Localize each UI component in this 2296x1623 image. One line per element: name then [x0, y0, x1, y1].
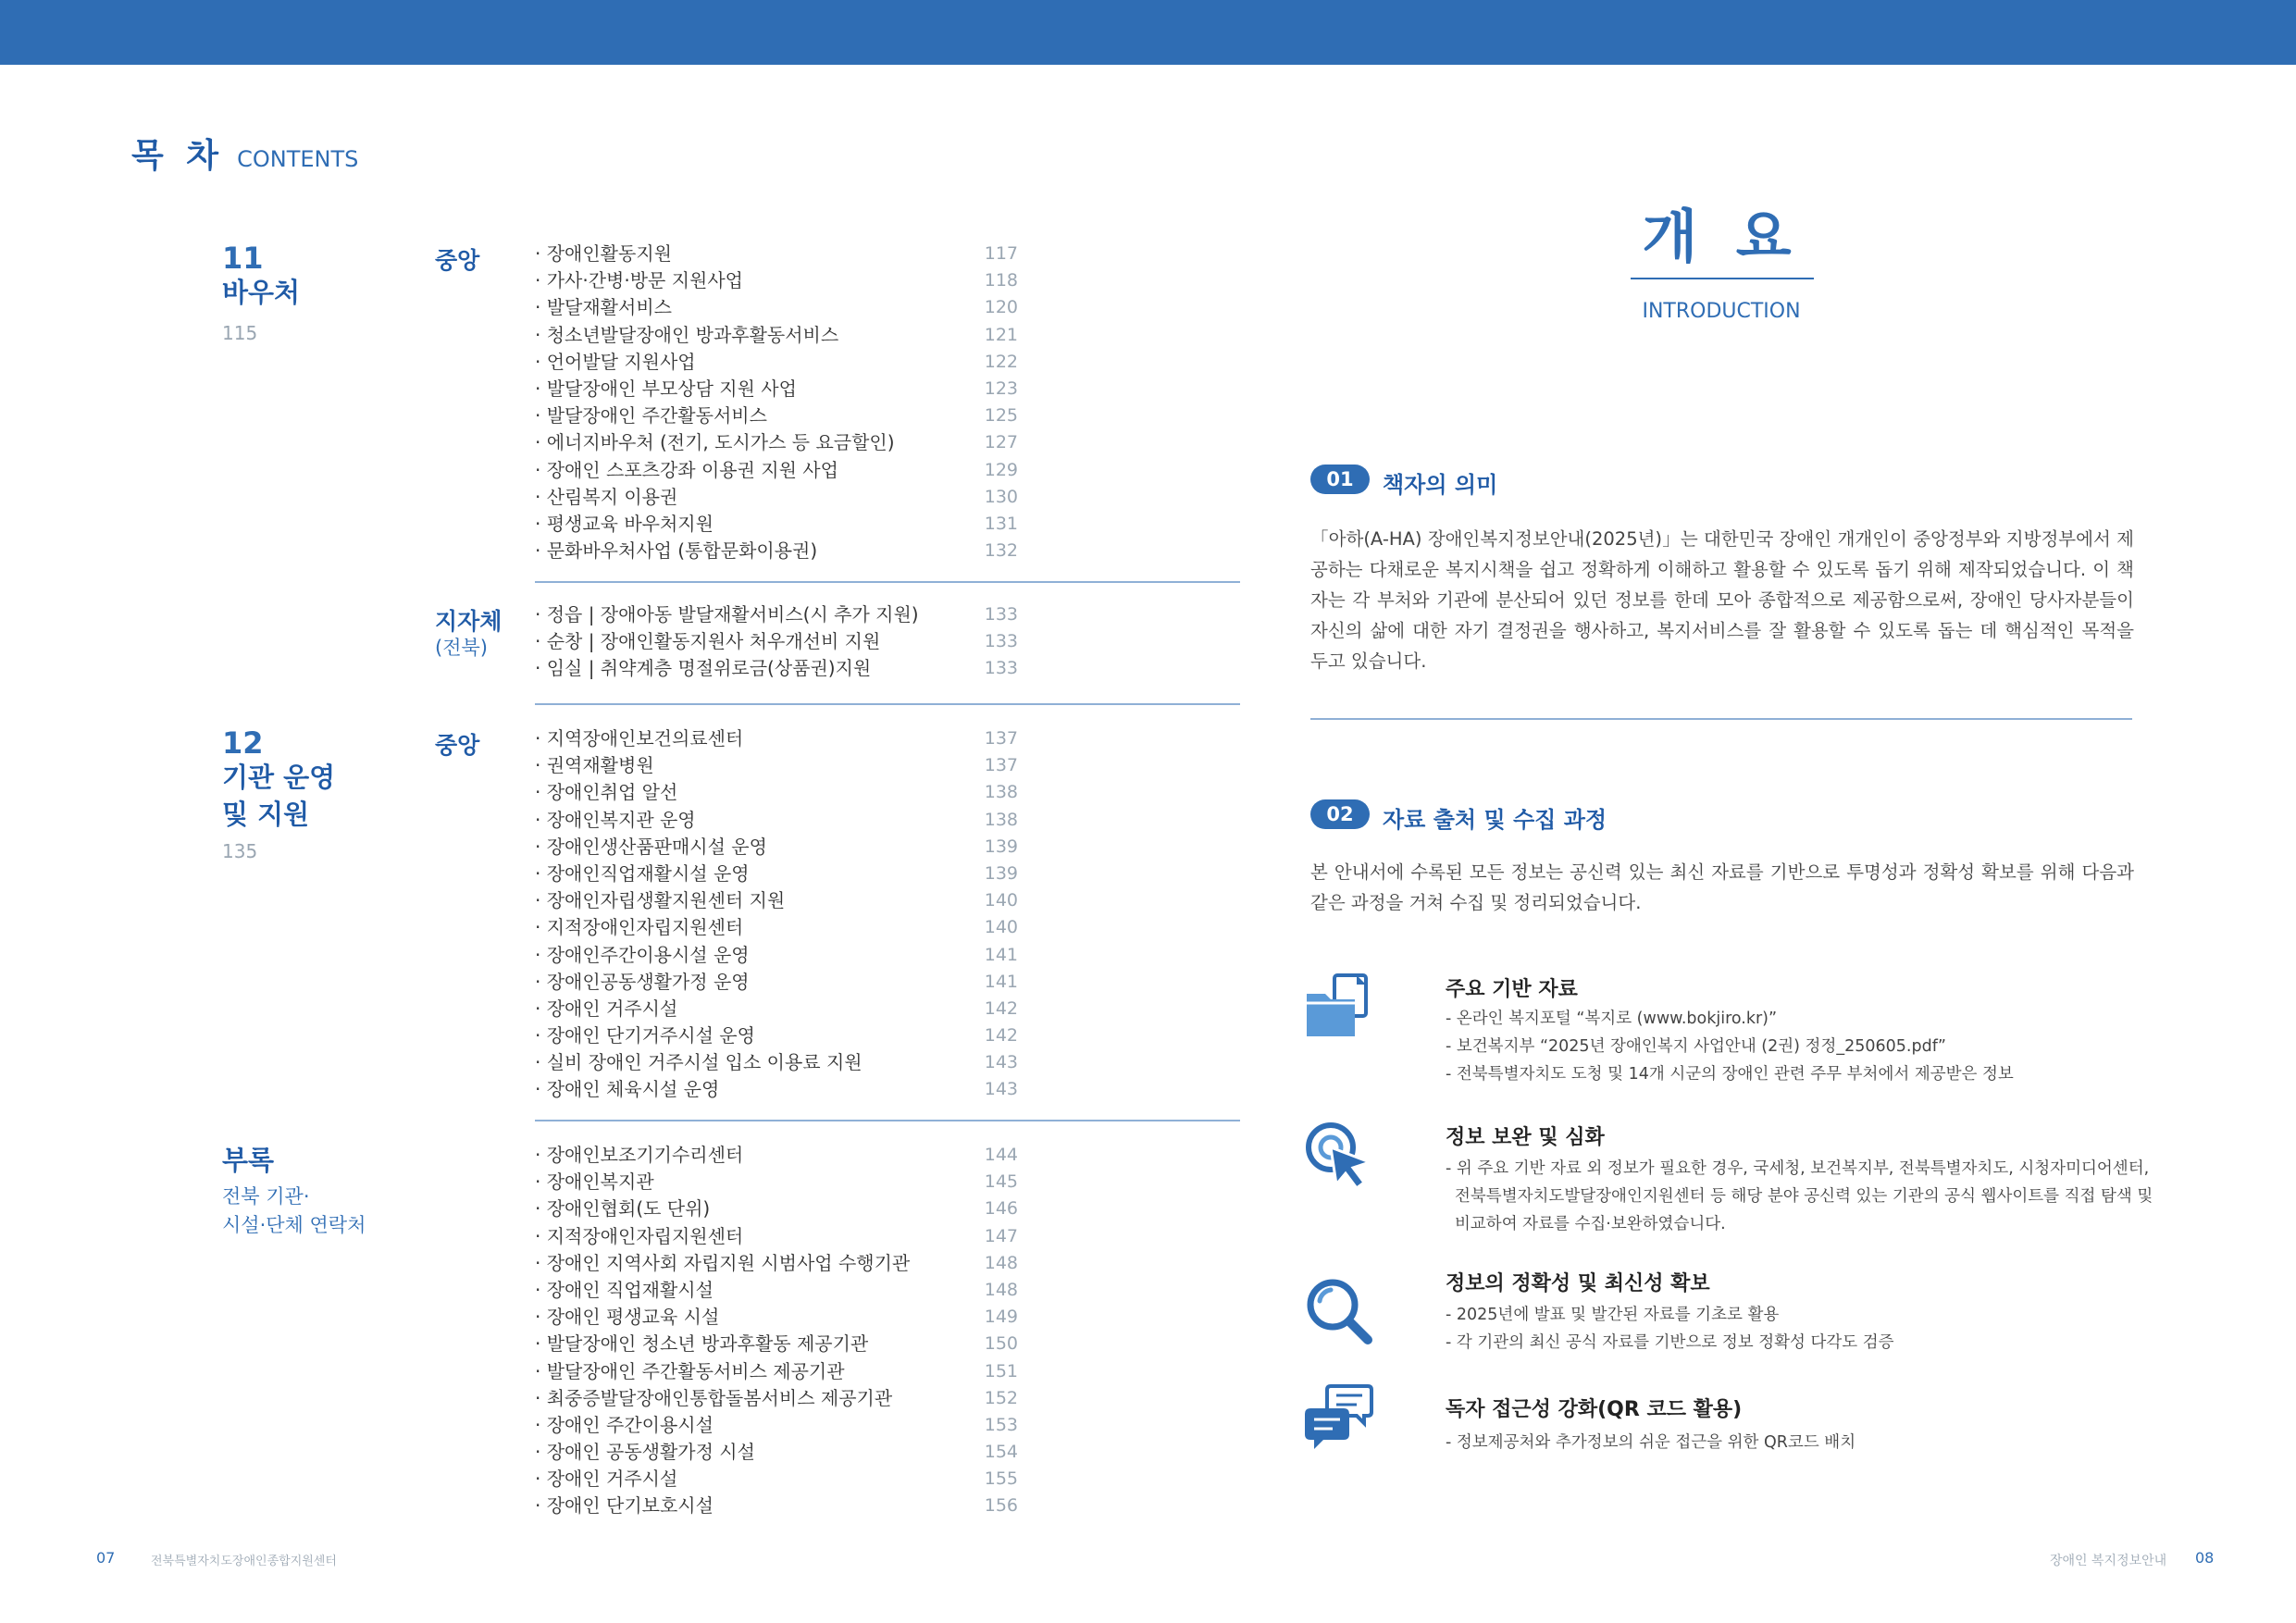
- toc-list-institutions: [535, 725, 1018, 1104]
- appendix-sub-line1: 전북 기관·: [222, 1185, 310, 1208]
- toc-item[interactable]: · 장애인취업 알선 138: [535, 781, 1018, 804]
- page-number-left: 07: [96, 1549, 116, 1567]
- toc-item[interactable]: · 언어발달 지원사업 122: [535, 350, 1018, 373]
- toc-item[interactable]: · 장애인 평생교육 시설 149: [535, 1306, 1018, 1329]
- chapter-title-line2[interactable]: 및 지원: [222, 799, 310, 830]
- page-number-right: 08: [2195, 1549, 2215, 1567]
- folder-document-icon: [1303, 972, 1373, 1042]
- section-badge-02: 02: [1310, 799, 1370, 829]
- toc-item[interactable]: · 장애인 공동생활가정 시설 154: [535, 1441, 1018, 1464]
- toc-item[interactable]: · 장애인 직업재활시설 148: [535, 1278, 1018, 1301]
- toc-heading: [131, 130, 358, 177]
- toc-item[interactable]: · 정읍 | 장애아동 발달재활서비스(시 추가 지원) 133: [535, 603, 1018, 626]
- divider: [535, 703, 1240, 705]
- toc-item[interactable]: · 장애인협회(도 단위) 146: [535, 1197, 1018, 1220]
- section-title-meaning: 책자의 의미: [1383, 472, 1498, 498]
- feature-line: 비교하여 자료를 수집·보완하였습니다.: [1455, 1215, 1726, 1233]
- toc-item[interactable]: · 장애인자립생활지원센터 지원 140: [535, 889, 1018, 912]
- toc-item[interactable]: · 장애인보조기기수리센터 144: [535, 1144, 1018, 1166]
- toc-item[interactable]: · 장애인 거주시설 142: [535, 997, 1018, 1020]
- toc-item[interactable]: · 장애인 단기보호시설 156: [535, 1494, 1018, 1518]
- feature-line: - 정보제공처와 추가정보의 쉬운 접근을 위한 QR코드 배치: [1446, 1433, 1856, 1452]
- divider: [535, 1120, 1240, 1121]
- intro-subtitle: INTRODUCTION: [1642, 300, 1801, 323]
- cursor-click-icon: [1303, 1120, 1373, 1190]
- feature-line: - 각 기관의 최신 공식 자료를 기반으로 정보 정확성 다각도 검증: [1446, 1333, 1894, 1352]
- toc-item[interactable]: · 에너지바우처 (전기, 도시가스 등 요금할인) 127: [535, 431, 1018, 454]
- feature-lines: [1446, 1005, 2140, 1088]
- toc-item[interactable]: · 장애인복지관 145: [535, 1171, 1018, 1194]
- section-badge-01: 01: [1310, 465, 1370, 494]
- feature-line: - 온라인 복지포털 “복지로 (www.bokjiro.kr)”: [1446, 1010, 1778, 1028]
- toc-item[interactable]: · 평생교육 바우처지원 131: [535, 512, 1018, 535]
- toc-item[interactable]: · 장애인직업재활시설 운영 139: [535, 861, 1018, 885]
- toc-list-appendix: [535, 1142, 1018, 1520]
- toc-item[interactable]: · 가사·간병·방문 지원사업 118: [535, 269, 1018, 292]
- toc-item[interactable]: · 발달장애인 청소년 방과후활동 제공기관 150: [535, 1332, 1018, 1356]
- footer-org-name: 전북특별자치도장애인종합지원센터: [151, 1555, 337, 1568]
- feature-lines: [1446, 1155, 2153, 1238]
- feature-title: 정보의 정확성 및 최신성 확보: [1446, 1272, 1710, 1295]
- toc-item[interactable]: · 산림복지 이용권 130: [535, 485, 1018, 508]
- chapter-12: [222, 725, 1018, 1114]
- toc-item[interactable]: · 장애인활동지원 117: [535, 242, 1018, 265]
- toc-item[interactable]: · 발달재활서비스 120: [535, 296, 1018, 319]
- section-divider: [1310, 718, 2132, 720]
- toc-list-voucher-local: [535, 601, 1018, 683]
- feature-lines: [1446, 1429, 2140, 1456]
- top-banner: [0, 0, 2296, 65]
- chapter-number[interactable]: 11: [222, 241, 264, 276]
- feature-line: 전북특별자치도발달장애인지원센터 등 해당 분야 공신력 있는 기관의 공식 웹사이트를 직접 탐색 및: [1455, 1187, 2153, 1206]
- toc-item[interactable]: · 최중증발달장애인통합돌봄서비스 제공기관 152: [535, 1386, 1018, 1409]
- feature-line: - 보건복지부 “2025년 장애인복지 사업안내 (2권) 정정_250605.pdf”: [1446, 1037, 1946, 1056]
- toc-item[interactable]: · 지적장애인자립지원센터 147: [535, 1224, 1018, 1247]
- feature-lines: [1446, 1301, 2140, 1357]
- feature-line: - 2025년에 발표 및 발간된 자료를 기초로 활용: [1446, 1306, 1780, 1324]
- toc-item[interactable]: · 임실 | 취약계층 명절위로금(상품권)지원 133: [535, 657, 1018, 680]
- toc-item[interactable]: · 발달장애인 부모상담 지원 사업 123: [535, 377, 1018, 400]
- toc-item[interactable]: · 문화바우처사업 (통합문화이용권) 132: [535, 539, 1018, 563]
- chapter-title-line1[interactable]: 기관 운영: [222, 762, 336, 793]
- intro-title: 개 요: [1642, 203, 1801, 270]
- chapter-title[interactable]: 바우처: [222, 277, 301, 308]
- appendix-title[interactable]: 부록: [222, 1145, 275, 1176]
- chapter-11: [222, 241, 1018, 680]
- toc-item[interactable]: · 장애인 스포츠강좌 이용권 지원 사업 129: [535, 458, 1018, 481]
- toc-item[interactable]: · 지역장애인보건의료센터 137: [535, 727, 1018, 750]
- appendix-sub-line2: 시설·단체 연락처: [222, 1214, 366, 1236]
- group-label-central: 중앙: [435, 732, 480, 759]
- toc-item[interactable]: · 장애인 체육시설 운영 143: [535, 1078, 1018, 1101]
- toc-title-ko: 목 차: [131, 137, 225, 175]
- toc-item[interactable]: · 장애인공동생활가정 운영 141: [535, 970, 1018, 993]
- toc-item[interactable]: · 장애인복지관 운영 138: [535, 808, 1018, 831]
- divider: [535, 581, 1240, 583]
- section-body-meaning: 「아하(A-HA) 장애인복지정보안내(2025년)」는 대한민국 장애인 개개인이 중앙정부와 지방정부에서 제공하는 다채로운 복지시책을 쉽고 정확하게 이해하고 활용할 수 있도록 돕기 위해 제작되었습니다. 이 책자는 각 부처와 기관에 분산되어 있던 정보를 한데 모아 종합적으로 제공함으로써, 장애인 당사자분들이 자신의 삶에 대한 자기 결정권을 행사하고, 복지서비스를 잘 활용할 수 있도록 돕는 데 핵심적인 목적을 두고 있습니다.: [1310, 528, 2134, 672]
- feature-title: 독자 접근성 강화(QR 코드 활용): [1446, 1398, 1743, 1421]
- toc-item[interactable]: · 장애인주간이용시설 운영 141: [535, 943, 1018, 966]
- toc-item[interactable]: · 발달장애인 주간활동서비스 제공기관 151: [535, 1359, 1018, 1382]
- toc-item[interactable]: · 발달장애인 주간활동서비스 125: [535, 404, 1018, 427]
- toc-item[interactable]: · 순창 | 장애인활동지원사 처우개선비 지원 133: [535, 630, 1018, 653]
- feature-title: 정보 보완 및 심화: [1446, 1126, 1605, 1149]
- chapter-page: 135: [222, 840, 258, 862]
- toc-item[interactable]: · 청소년발달장애인 방과후활동서비스 121: [535, 323, 1018, 346]
- feature-line: - 전북특별자치도 도청 및 14개 시군의 장애인 관련 주무 부처에서 제공받은 정보: [1446, 1065, 2014, 1084]
- toc-item[interactable]: · 장애인 지역사회 자립지원 시범사업 수행기관 148: [535, 1251, 1018, 1274]
- feature-title: 주요 기반 자료: [1446, 978, 1578, 1001]
- speech-bubbles-icon: [1303, 1382, 1373, 1453]
- toc-title-en: CONTENTS: [237, 146, 359, 172]
- group-label-local: 지자체: [435, 608, 503, 635]
- group-label-central: 중앙: [435, 247, 480, 274]
- chapter-number[interactable]: 12: [222, 725, 264, 761]
- footer-book-title: 장애인 복지정보안내: [2050, 1554, 2167, 1568]
- section-body-sources: 본 안내서에 수록된 모든 정보는 공신력 있는 최신 자료를 기반으로 투명성과 정확성 확보를 위해 다음과 같은 과정을 거쳐 수집 및 정리되었습니다.: [1310, 861, 2134, 913]
- toc-item[interactable]: · 장애인생산품판매시설 운영 139: [535, 835, 1018, 858]
- intro-underline: [1631, 278, 1814, 279]
- feature-line: - 위 주요 기반 자료 외 정보가 필요한 경우, 국세청, 보건복지부, 전북특별자치도, 시청자미디어센터,: [1446, 1159, 2150, 1178]
- magnifier-icon: [1303, 1275, 1373, 1345]
- appendix: [222, 1142, 1018, 1530]
- section-title-sources: 자료 출처 및 수집 과정: [1383, 807, 1607, 833]
- toc-list-voucher-central: [535, 241, 1018, 564]
- toc-item[interactable]: · 장애인 단기거주시설 운영 142: [535, 1024, 1018, 1047]
- toc-item[interactable]: · 권역재활병원 137: [535, 754, 1018, 777]
- toc-item[interactable]: · 장애인 거주시설 155: [535, 1468, 1018, 1491]
- chapter-page: 115: [222, 322, 258, 344]
- toc-item[interactable]: · 장애인 주간이용시설 153: [535, 1413, 1018, 1436]
- group-sub-local: (전북): [435, 637, 488, 659]
- toc-item[interactable]: · 지적장애인자립지원센터 140: [535, 916, 1018, 939]
- toc-item[interactable]: · 실비 장애인 거주시설 입소 이용료 지원 143: [535, 1051, 1018, 1074]
